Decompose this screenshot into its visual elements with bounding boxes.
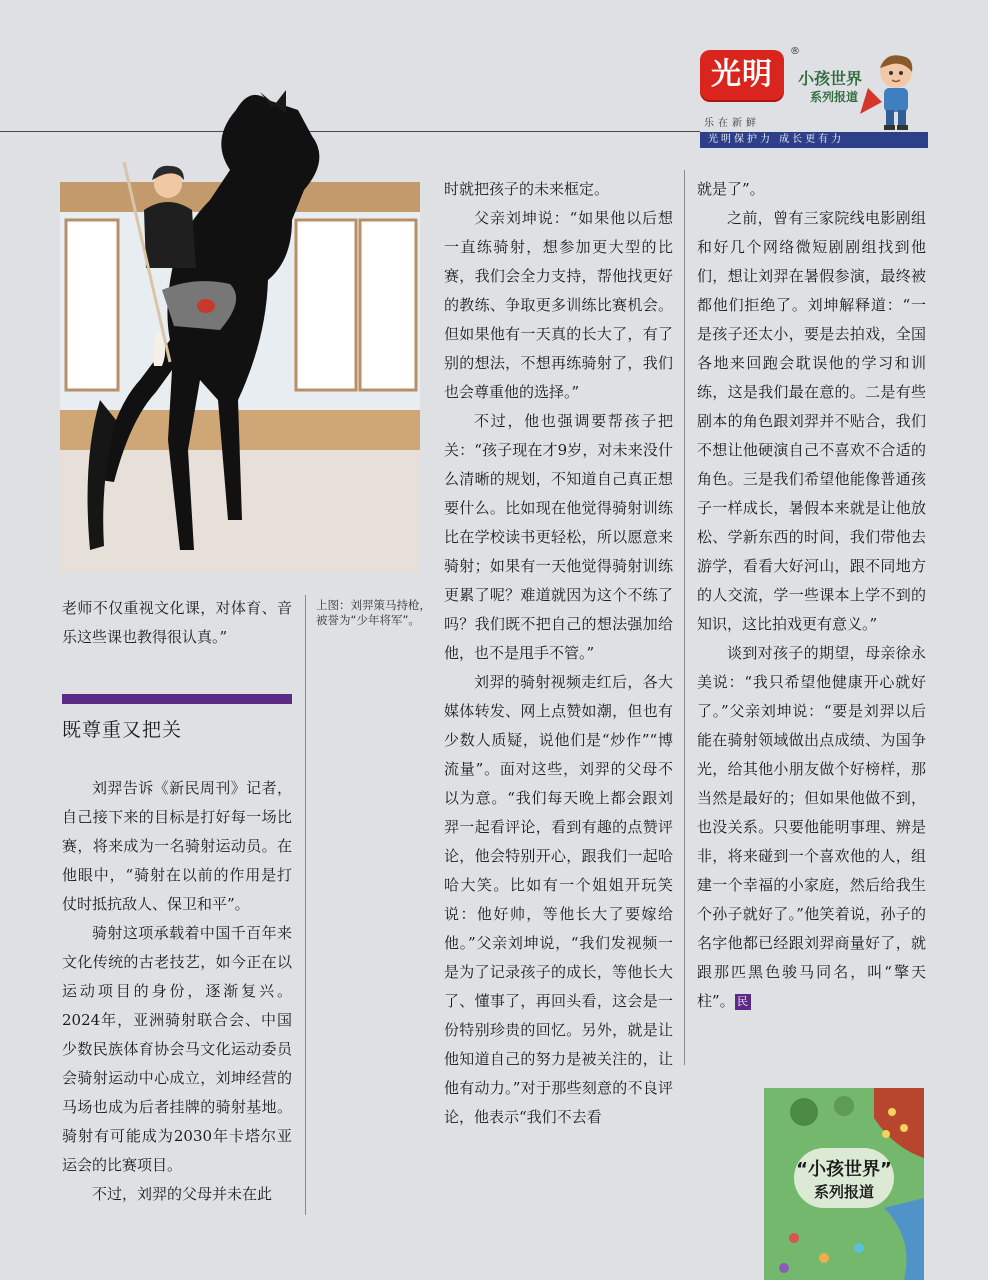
brand-tagline: 光明保护力 成长更有力 <box>700 132 928 148</box>
paragraph <box>697 639 926 1016</box>
column-1-top <box>62 594 292 652</box>
brand-header <box>700 40 932 152</box>
section-heading: 既尊重又把关 <box>62 719 183 741</box>
series-cover-thumbnail <box>764 1088 924 1280</box>
column-2 <box>444 175 673 1132</box>
cover-title-sub: 系列报道 <box>813 1183 874 1201</box>
column-1-body <box>62 774 292 1209</box>
series-subtitle: 系列报道 <box>810 90 859 104</box>
paragraph: 不过，刘羿的父母并未在此 <box>92 1185 273 1203</box>
column-divider <box>684 170 685 1065</box>
paragraph: 刘羿的骑射视频走红后，各大媒体转发、网上点赞如潮，但也有少数人质疑，说他们是“炒作”“博流量”。面对这些，刘羿的父母不以为意。“我们每天晚上都会跟刘羿一起看评论，看到有趣的点赞评论，他会特别开心，跟我们一起哈哈大笑。比如有一个姐姐开玩笑说：他好帅，等他长大了要嫁给他。”父亲刘坤说，“我们发视频一是为了记录孩子的成长，等他长大了、懂事了，再回头看，这会是一份特别珍贵的回忆。另外，就是让他知道自己的努力是被关注的，让他有动力。”对于那些刻意的不良评论，他表示“我们不去看 <box>444 673 673 1126</box>
cartoon-boy-icon <box>858 48 928 132</box>
column-3 <box>697 175 926 1016</box>
paragraph: 之前，曾有三家院线电影剧组和好几个网络微短剧剧组找到他们，想让刘羿在暑假参演，最终被都他们拒绝了。刘坤解释道：“一是孩子还太小，要是去拍戏，全国各地来回跑会耽误他的学习和训练，这是我们最在意的。二是有些剧本的角色跟刘羿并不贴合，我们不想让他硬演自己不喜欢不合适的角色。三是我们希望他能像普通孩子一样成长，暑假本来就是让他放松、学新东西的时间，我们带他去游学，看看大好河山，跟不同地方的人交流，学一些课本上学不到的知识，这比拍戏更有意义。” <box>697 209 926 633</box>
column-divider <box>305 595 306 1215</box>
paragraph: 父亲刘坤说：“如果他以后想一直练骑射，想参加更大型的比赛，我们会全力支持，帮他找更好的教练、争取更多训练比赛机会。但如果他有一天真的长大了，有了别的想法，不想再练骑射了，我们也会尊重他的选择。” <box>444 209 673 401</box>
paragraph: 老师不仅重视文化课，对体育、音乐这些课也教得很认真。” <box>62 599 292 646</box>
series-title: 小孩世界 <box>798 69 863 88</box>
registered-mark: ® <box>790 46 800 57</box>
paragraph: 刘羿告诉《新民周刊》记者，自己接下来的目标是打好每一场比赛，将来成为一名骑射运动员。在他眼中，“骑射在以前的作用是打仗时抵抗敌人、保卫和平”。 <box>62 779 292 913</box>
cover-title-main: “小孩世界” <box>796 1159 892 1180</box>
paragraph: 骑射这项承载着中国千百年来文化传统的古老技艺，如今正在以运动项目的身份，逐渐复兴。2024年，亚洲骑射联合会、中国少数民族体育协会马文化运动委员会骑射运动中心成立，刘坤经营的马场也成为后者挂牌的骑射基地。骑射有可能成为2030年卡塔尔亚运会的比赛项目。 <box>62 924 292 1174</box>
paragraph-text: 谈到对孩子的期望，母亲徐永美说：“我只希望他健康开心就好了。”父亲刘坤说：“要是刘羿以后能在骑射领域做出点成绩、为国争光，给其他小朋友做个好榜样，那当然是最好的；但如果他做不到，也没关系。只要他能明事理、辨是非，将来碰到一个喜欢他的人，组建一个幸福的小家庭，然后给我生个孙子就好了。”他笑着说，孙子的名字他都已经跟刘羿商量好了，就跟那匹黑色骏马同名，叫“擎天柱”。 <box>697 644 926 1010</box>
paragraph: 就是了”。 <box>697 180 765 198</box>
paragraph: 时就把孩子的未来框定。 <box>444 180 610 198</box>
section-accent-bar <box>62 694 292 704</box>
brand-slogan: 乐在新鲜 <box>704 118 760 129</box>
cover-title <box>764 1158 924 1202</box>
horse-rider-photo <box>60 80 420 572</box>
paragraph: 不过，他也强调要帮孩子把关：“孩子现在才9岁，对未来没什么清晰的规划，不知道自己真正想要什么。比如现在他觉得骑射训练比在学校读书更轻松，所以愿意来骑射；如果有一天他觉得骑射训练更累了呢？难道就因为这个不练了吗？我们既不把自己的想法强加给他，也不是甩手不管。” <box>444 412 673 662</box>
end-mark-icon: 民 <box>735 994 751 1010</box>
photo-caption: 上图：刘羿策马持枪，被誉为“少年将军”。 <box>316 598 431 627</box>
brand-logo: 光明 <box>700 50 784 100</box>
